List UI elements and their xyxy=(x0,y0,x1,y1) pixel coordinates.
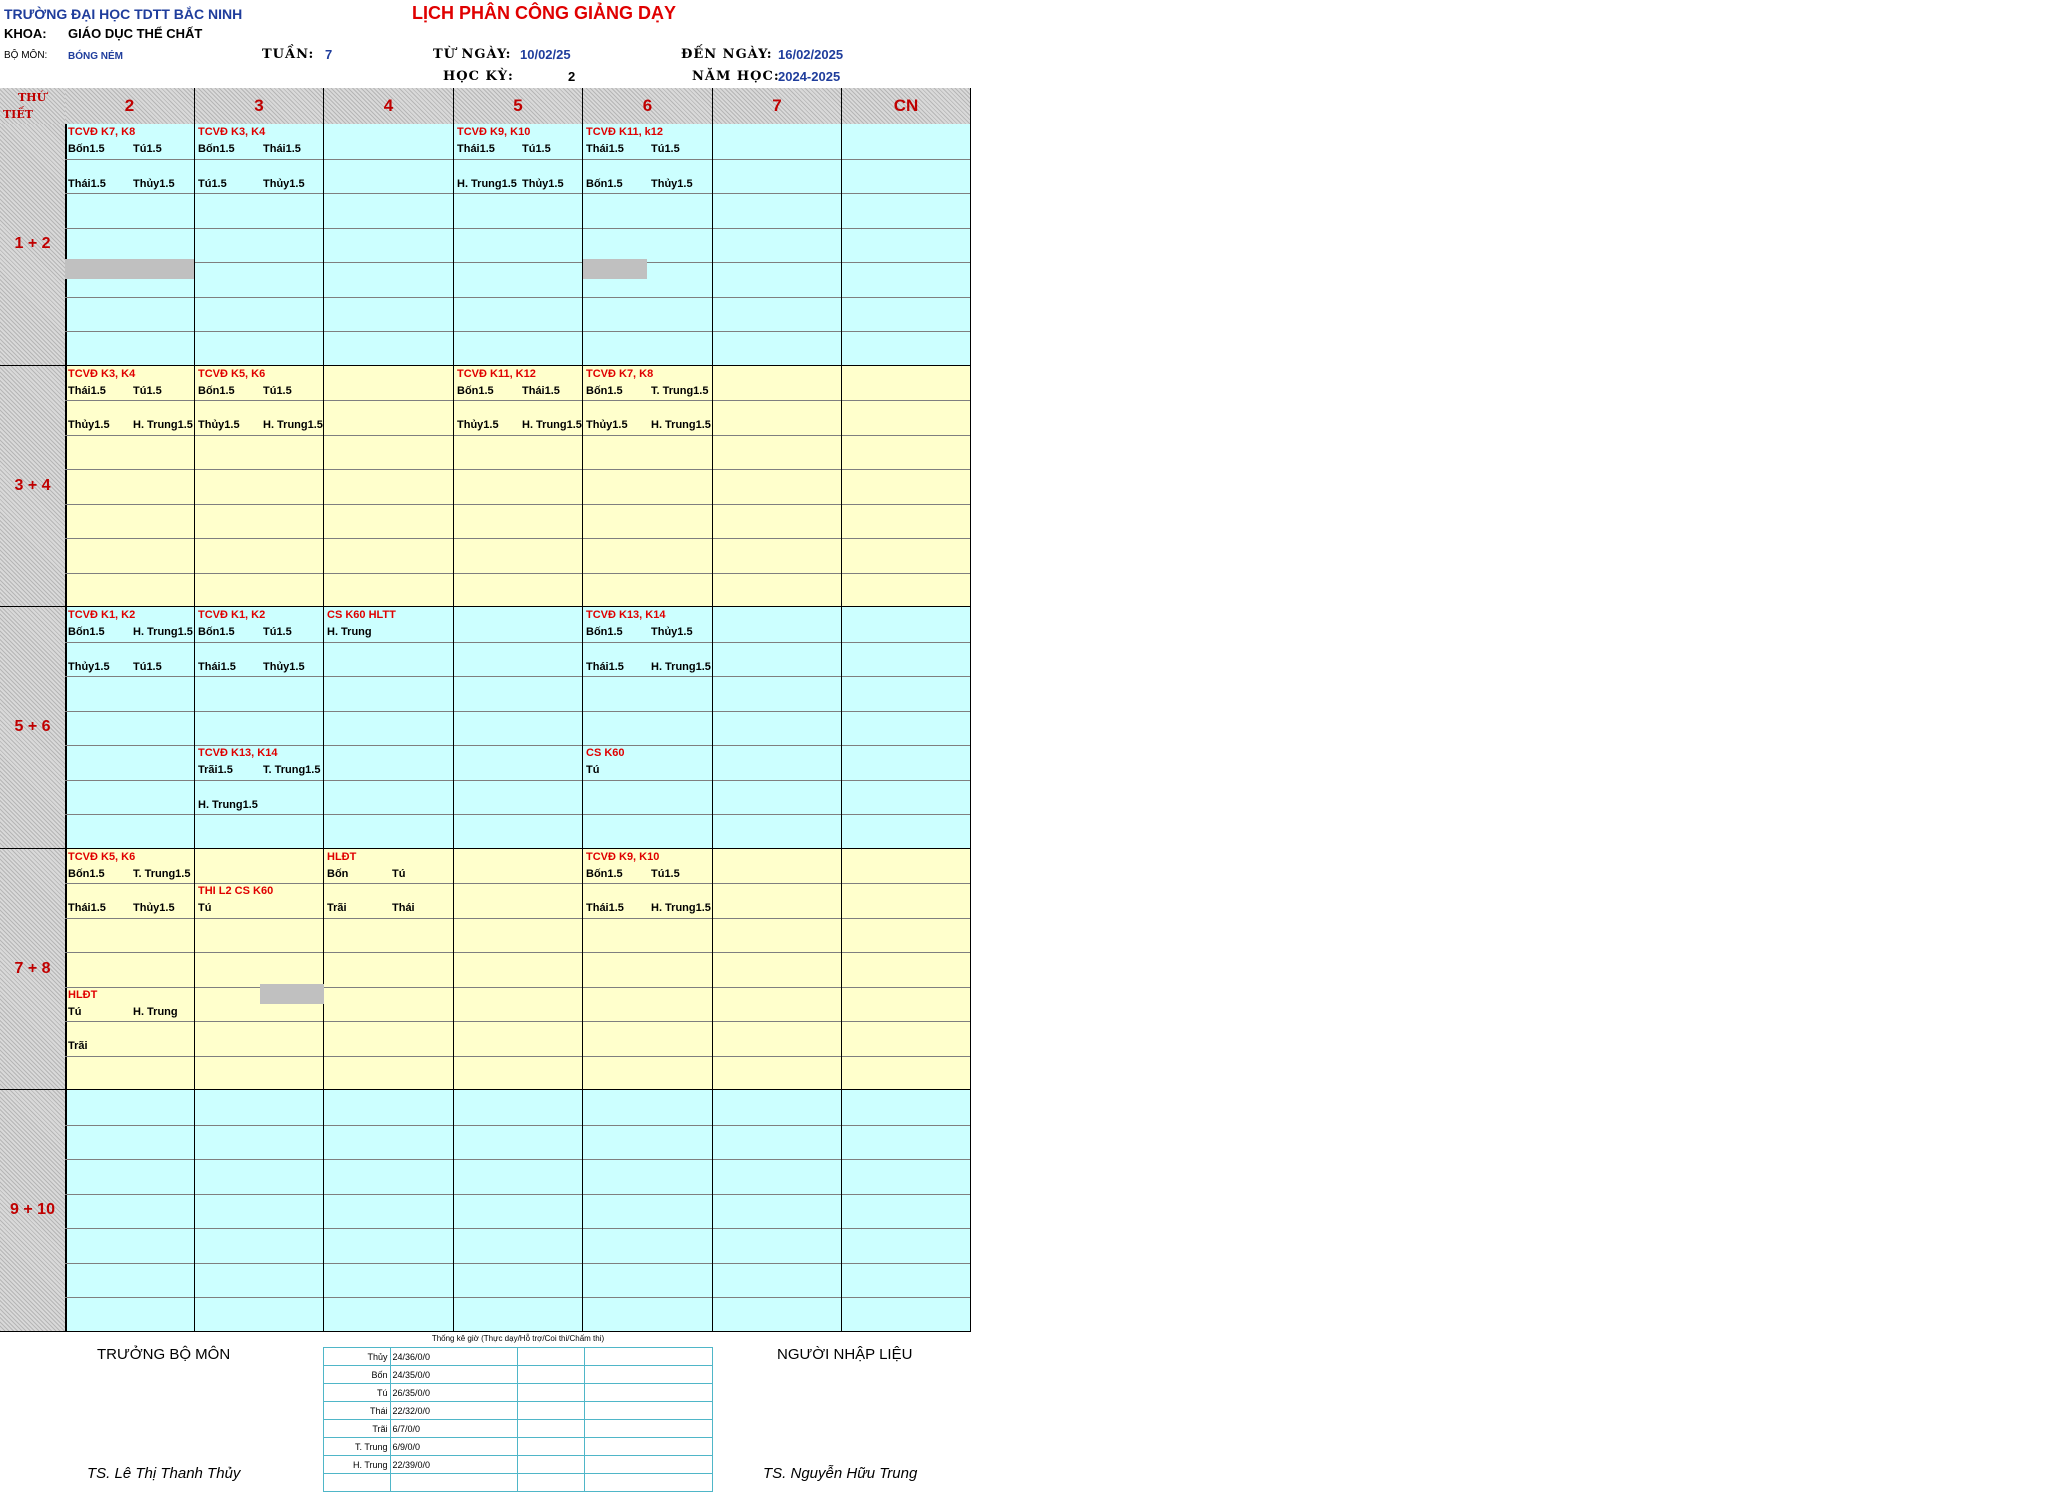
day-header-2: 2 xyxy=(65,88,195,126)
row-gridline xyxy=(65,159,971,160)
period-label: 9 + 10 xyxy=(0,1090,67,1332)
row-gridline xyxy=(65,331,971,332)
namhoc-value: 2024-2025 xyxy=(778,69,841,84)
teacher-assignment: Bốn1.5 xyxy=(586,867,623,880)
gray-cell xyxy=(65,259,194,279)
row-gridline xyxy=(65,1159,971,1160)
teacher-assignment: Bốn1.5 xyxy=(586,626,623,639)
teacher-assignment: Tú xyxy=(198,902,212,915)
teacher-assignment: Bốn1.5 xyxy=(68,867,105,880)
column-gridline xyxy=(970,124,971,1332)
stats-empty-cell xyxy=(518,1420,585,1438)
teacher-assignment: Thủy1.5 xyxy=(68,419,110,432)
stats-name: T. Trung xyxy=(324,1438,391,1456)
teacher-assignment: H. Trung1.5 xyxy=(133,626,193,639)
stats-name: Thủy xyxy=(324,1348,391,1366)
day-header-4: 4 xyxy=(324,88,454,126)
teacher-assignment: Thái xyxy=(392,902,415,915)
stats-empty-cell xyxy=(585,1438,713,1456)
class-group-label: TCVĐ K7, K8 xyxy=(586,367,654,380)
teacher-assignment: H. Trung1.5 xyxy=(133,419,193,432)
row-gridline xyxy=(65,504,971,505)
teacher-assignment: Tú1.5 xyxy=(133,660,162,673)
stats-empty-cell xyxy=(518,1366,585,1384)
stats-row xyxy=(324,1438,713,1456)
teacher-assignment: Bốn1.5 xyxy=(586,177,623,190)
stats-empty-cell xyxy=(585,1474,713,1492)
teacher-assignment: Tú xyxy=(68,1005,82,1018)
teacher-assignment: Thủy1.5 xyxy=(586,419,628,432)
hours-stats xyxy=(323,1334,713,1494)
teacher-assignment: Trãi xyxy=(327,902,347,915)
stats-empty-cell xyxy=(518,1348,585,1366)
denngay-label: ĐẾN NGÀY: xyxy=(681,47,773,62)
stats-row xyxy=(324,1366,713,1384)
class-group-label: TCVĐ K11, K12 xyxy=(457,367,536,380)
teacher-assignment: Tú1.5 xyxy=(651,143,680,156)
row-gridline xyxy=(65,1125,971,1126)
teacher-assignment: Thủy1.5 xyxy=(522,177,564,190)
day-header-5: 5 xyxy=(454,88,583,126)
stats-empty-cell xyxy=(585,1402,713,1420)
class-group-label: TCVĐ K7, K8 xyxy=(68,126,136,138)
corner-top: THỨ xyxy=(18,91,47,104)
class-group-label: HLĐT xyxy=(327,850,357,863)
row-gridline xyxy=(65,469,971,470)
column-gridline xyxy=(582,124,583,1332)
stats-name: Thái xyxy=(324,1402,391,1420)
column-gridline xyxy=(323,124,324,1332)
teacher-assignment: Bốn1.5 xyxy=(198,626,235,639)
stats-name: Trãi xyxy=(324,1420,391,1438)
corner-bottom: TIẾT xyxy=(3,108,33,121)
class-group-label: TCVĐ K9, K10 xyxy=(457,126,531,138)
teacher-assignment: Tú1.5 xyxy=(651,867,680,880)
period-label: 5 + 6 xyxy=(0,607,67,849)
teacher-assignment: Thủy1.5 xyxy=(198,419,240,432)
teacher-assignment: Trãi1.5 xyxy=(198,764,233,777)
teacher-assignment: Thái1.5 xyxy=(586,143,624,156)
corner-cell xyxy=(0,88,66,126)
row-gridline xyxy=(65,1228,971,1229)
period-band xyxy=(65,124,971,366)
denngay-value: 16/02/2025 xyxy=(778,47,844,62)
namhoc-label: NĂM HỌC: xyxy=(692,69,780,84)
stats-empty-cell xyxy=(518,1474,585,1492)
bomon-label: BỘ MÔN: xyxy=(4,50,48,61)
column-gridline xyxy=(194,124,195,1332)
stats-row xyxy=(324,1348,713,1366)
stats-name: Tú xyxy=(324,1384,391,1402)
row-gridline xyxy=(65,711,971,712)
row-gridline xyxy=(65,780,971,781)
row-gridline xyxy=(65,400,971,401)
stats-value: 24/35/0/0 xyxy=(390,1366,518,1384)
teacher-assignment: Tú1.5 xyxy=(522,143,551,156)
class-group-label: TCVĐ K11, k12 xyxy=(586,126,664,138)
row-gridline xyxy=(65,1297,971,1298)
teacher-assignment: Thủy1.5 xyxy=(133,902,175,915)
page-title: LỊCH PHÂN CÔNG GIẢNG DẠY xyxy=(412,3,677,23)
row-gridline xyxy=(65,814,971,815)
stats-empty-cell xyxy=(324,1474,391,1492)
row-gridline xyxy=(65,435,971,436)
row-gridline xyxy=(65,262,971,263)
teacher-assignment: Thái1.5 xyxy=(198,660,236,673)
row-gridline xyxy=(65,676,971,677)
tuan-label: TUẦN: xyxy=(262,47,315,62)
class-group-label: TCVĐ K1, K2 xyxy=(198,609,266,621)
row-gridline xyxy=(65,918,971,919)
teacher-assignment: Thái1.5 xyxy=(522,384,560,397)
row-gridline xyxy=(65,1194,971,1195)
class-group-label: TCVĐ K5, K6 xyxy=(68,850,136,863)
teacher-assignment: H. Trung xyxy=(327,626,372,639)
teacher-assignment: Bốn1.5 xyxy=(457,384,494,397)
gray-cell xyxy=(583,259,647,279)
teacher-assignment: Thái1.5 xyxy=(68,902,106,915)
teacher-assignment: Thủy1.5 xyxy=(68,660,110,673)
stats-empty-cell xyxy=(518,1402,585,1420)
teacher-assignment: Thái1.5 xyxy=(263,143,301,156)
gray-cell xyxy=(260,984,324,1004)
stats-value: 22/39/0/0 xyxy=(390,1456,518,1474)
stats-value: 26/35/0/0 xyxy=(390,1384,518,1402)
teacher-assignment: Thái1.5 xyxy=(586,660,624,673)
bomon-value: BÓNG NÉM xyxy=(68,51,123,62)
teacher-assignment: Thủy1.5 xyxy=(263,177,305,190)
period-band xyxy=(65,366,971,608)
stats-table xyxy=(323,1347,713,1492)
row-gridline xyxy=(65,538,971,539)
row-gridline xyxy=(65,297,971,298)
class-group-label: THI L2 CS K60 xyxy=(198,885,274,897)
day-header-3: 3 xyxy=(195,88,324,126)
stats-empty-cell xyxy=(585,1384,713,1402)
class-group-label: TCVĐ K3, K4 xyxy=(198,126,266,138)
stats-value: 22/32/0/0 xyxy=(390,1402,518,1420)
teacher-assignment: T. Trung1.5 xyxy=(651,384,709,397)
stats-empty-cell xyxy=(390,1474,518,1492)
teacher-assignment: Tú1.5 xyxy=(263,384,292,397)
hocky-value: 2 xyxy=(568,69,576,84)
stats-row xyxy=(324,1402,713,1420)
hocky-label: HỌC KỲ: xyxy=(443,69,514,84)
row-gridline xyxy=(65,1056,971,1057)
teacher-assignment: H. Trung1.5 xyxy=(522,419,582,432)
class-group-label: HLĐT xyxy=(68,988,98,1001)
tungay-label: TỪ NGÀY: xyxy=(433,47,512,62)
row-gridline xyxy=(65,952,971,953)
stats-empty-cell xyxy=(518,1456,585,1474)
teacher-assignment: Thủy1.5 xyxy=(651,177,693,190)
teacher-assignment: H. Trung1.5 xyxy=(651,419,711,432)
teacher-assignment: Bốn1.5 xyxy=(586,384,623,397)
teacher-assignment: Thủy1.5 xyxy=(263,660,305,673)
row-gridline xyxy=(65,228,971,229)
column-gridline xyxy=(712,124,713,1332)
period-label: 3 + 4 xyxy=(0,366,67,608)
class-group-label: CS K60 HLTT xyxy=(327,609,396,621)
teacher-assignment: H. Trung1.5 xyxy=(457,177,517,190)
right-signature-title: NGƯỜI NHẬP LIỆU xyxy=(777,1346,913,1363)
teacher-assignment: Bốn1.5 xyxy=(68,626,105,639)
class-group-label: TCVĐ K5, K6 xyxy=(198,367,266,380)
class-group-label: TCVĐ K1, K2 xyxy=(68,609,136,621)
teacher-assignment: Thủy1.5 xyxy=(133,177,175,190)
tungay-value: 10/02/25 xyxy=(520,47,571,62)
row-gridline xyxy=(65,193,971,194)
period-band xyxy=(65,607,971,849)
teacher-assignment: H. Trung1.5 xyxy=(651,902,711,915)
teacher-assignment: Bốn1.5 xyxy=(198,384,235,397)
teacher-assignment: Bốn1.5 xyxy=(68,143,105,156)
teacher-assignment: Tú1.5 xyxy=(263,626,292,639)
stats-title: Thống kê giờ (Thực dạy/Hỗ trợ/Coi thi/Chấm thi) xyxy=(431,1334,605,1343)
teacher-assignment: H. Trung xyxy=(133,1005,178,1018)
stats-empty-cell xyxy=(585,1456,713,1474)
period-label: 1 + 2 xyxy=(0,124,67,366)
left-signature-name: TS. Lê Thị Thanh Thủy xyxy=(87,1465,241,1482)
column-gridline xyxy=(453,124,454,1332)
day-header-6: 6 xyxy=(583,88,713,126)
class-group-label: TCVĐ K13, K14 xyxy=(198,747,278,759)
teacher-assignment: Thủy1.5 xyxy=(457,419,499,432)
class-group-label: TCVĐ K9, K10 xyxy=(586,850,660,863)
stats-value: 24/36/0/0 xyxy=(390,1348,518,1366)
row-gridline xyxy=(65,573,971,574)
schedule-sheet xyxy=(0,0,972,1482)
stats-value: 6/9/0/0 xyxy=(390,1438,518,1456)
teacher-assignment: Thái1.5 xyxy=(68,177,106,190)
teacher-assignment: H. Trung1.5 xyxy=(651,660,711,673)
stats-row xyxy=(324,1384,713,1402)
stats-empty-cell xyxy=(585,1366,713,1384)
stats-name: Bốn xyxy=(324,1366,391,1384)
stats-row-empty xyxy=(324,1474,713,1492)
day-header-7: 7 xyxy=(713,88,842,126)
teacher-assignment: Tú xyxy=(586,764,600,777)
row-gridline xyxy=(65,987,971,988)
stats-row xyxy=(324,1456,713,1474)
teacher-assignment: Thái1.5 xyxy=(586,902,624,915)
class-group-label: TCVĐ K3, K4 xyxy=(68,367,136,380)
teacher-assignment: Bốn xyxy=(327,867,349,880)
left-signature-title: TRƯỞNG BỘ MÔN xyxy=(97,1346,231,1363)
stats-name: H. Trung xyxy=(324,1456,391,1474)
stats-row xyxy=(324,1420,713,1438)
teacher-assignment: Bốn1.5 xyxy=(198,143,235,156)
teacher-assignment: Tú xyxy=(392,867,406,880)
teacher-assignment: Thái1.5 xyxy=(457,143,495,156)
teacher-assignment: H. Trung1.5 xyxy=(198,798,258,811)
stats-empty-cell xyxy=(518,1438,585,1456)
khoa-value: GIÁO DỤC THỂ CHẤT xyxy=(68,26,203,41)
row-gridline xyxy=(65,642,971,643)
teacher-assignment: Tú1.5 xyxy=(133,384,162,397)
teacher-assignment: Trãi xyxy=(68,1040,88,1053)
class-group-label: CS K60 xyxy=(586,747,625,759)
stats-empty-cell xyxy=(585,1420,713,1438)
teacher-assignment: Thủy1.5 xyxy=(651,626,693,639)
stats-empty-cell xyxy=(518,1384,585,1402)
teacher-assignment: T. Trung1.5 xyxy=(263,764,321,777)
teacher-assignment: H. Trung1.5 xyxy=(263,419,323,432)
column-gridline xyxy=(841,124,842,1332)
period-label: 7 + 8 xyxy=(0,849,67,1091)
row-gridline xyxy=(65,1263,971,1264)
teacher-assignment: Tú1.5 xyxy=(133,143,162,156)
period-band xyxy=(65,1090,971,1332)
khoa-label: KHOA: xyxy=(4,26,47,41)
teacher-assignment: T. Trung1.5 xyxy=(133,867,191,880)
tuan-value: 7 xyxy=(325,47,333,62)
right-signature-name: TS. Nguyễn Hữu Trung xyxy=(763,1465,918,1482)
stats-empty-cell xyxy=(585,1348,713,1366)
teacher-assignment: Thái1.5 xyxy=(68,384,106,397)
teacher-assignment: Tú1.5 xyxy=(198,177,227,190)
class-group-label: TCVĐ K13, K14 xyxy=(586,609,666,621)
row-gridline xyxy=(65,1021,971,1022)
stats-value: 6/7/0/0 xyxy=(390,1420,518,1438)
school-name: TRƯỜNG ĐẠI HỌC TDTT BẮC NINH xyxy=(4,6,243,22)
day-header-8: CN xyxy=(842,88,971,126)
